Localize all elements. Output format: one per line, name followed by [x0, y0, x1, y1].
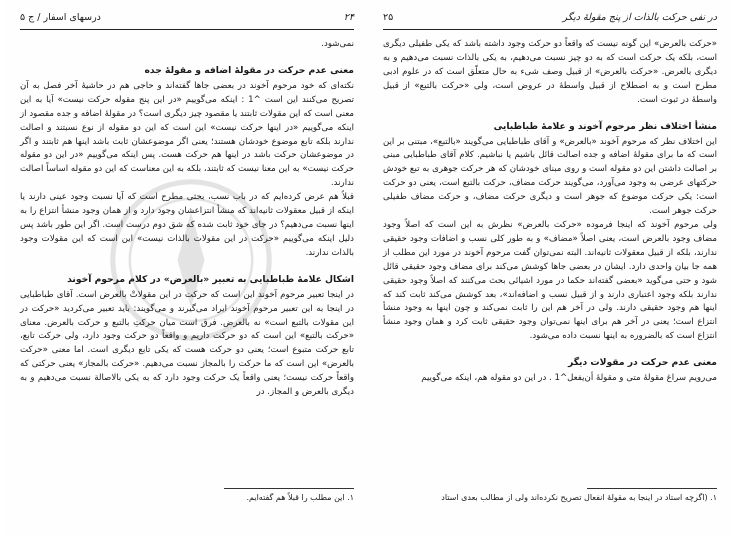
running-header: [20, 12, 354, 28]
paragraph: «حرکت بالعرض» این گونه نیست که واقعاً دو حرکت وجود داشته باشد که یکی طفیلی دیگری است، بلکه یک حرکت است که به دو چیز نسبت می‌دهیم، به یکی بالذات نسبت می‌دهیم و به دیگری بالعرض. «حرکت بالعرض» از قبیل وصف شیء به حال متعلّق است که در علوم ادبی مطرح است و به اصطلاح از قبیل واسطۀ در عروض است، ولی «حرکت بالتبع» از قبیل واسطۀ در ثبوت است.: [383, 39, 717, 105]
footnote-rule: [224, 488, 354, 489]
paragraph: نمی‌شود.: [321, 39, 354, 49]
running-header: [383, 12, 717, 28]
page-body: [383, 38, 717, 386]
paragraph: در اینجا تعبیر مرحوم آخوند این است که حرکت در این مقولاتْ بالعرض است. آقای طباطبایی در اینجا به این تعبیر مرحوم آخوند ایراد می‌گیرند و می‌گویند: باید تعبیر می‌کردید «حرکت در این مقولات بالتبع است» نه بالعرض. فرق است میان حرکتِ بالتبع و حرکت بالعرض. معنای «حرکت بالتبع» این است که دو حرکت داریم و واقعاً دو حرکت وجود دارد، ولی حرکت تابع، تابع حرکت متبوع است؛ یعنی دو حرکت هست که یکی تابع دیگری است. اما معنی «حرکت بالعرض» این است که ما حرکت را بالمجاز نسبت می‌دهیم. «حرکت بالمجاز» یعنی حرکتی که واقعاً حرکت نیست؛ یعنی واقعاً یک حرکت وجود دارد که به یکی بالاصالة نسبت می‌دهیم و به دیگری بالعرض و المجاز. در: [20, 289, 354, 398]
page-number: ۲۴: [343, 12, 354, 23]
header-rule: [20, 29, 354, 30]
header-title: در نفی حرکت بالذات از پنج مقولۀ دیگر: [562, 12, 717, 23]
paragraph: ولی مرحوم آخوند که اینجا فرموده «حرکت بالعرض» نظرش به این است که اصلاً وجود مضاف وجود بالعرض است، یعنی اصلاً «مضاف» و به طور کلی نسب و اضافات وجود حقیقی ندارند، بلکه از قبیل معقولات ثانیه‌اند. البته نمی‌توان گفت مرحوم آخوند در مورد این مطلب از همه جا بیان واحدی دارد. ایشان در بعضی جاها کوشش می‌کند برای مضاف وجود حقیقی قائل شود و حتی می‌گوید «بعضی گفته‌اند حکما در مورد اشیائی بحث می‌کنند که اصلاً وجود حقیقی ندارند بلکه وجود اعتباری دارند و از قبیل نسب و اضافه‌اند»، بعد کوشش می‌کند ثابت کند که اینها هم وجود حقیقی دارند. ولی در آخر هم این را ثابت نمی‌کند و چون اینها به وجود منشأ انتزاع است؛ یعنی در آخر هم برای اینها نمی‌توان وجود حقیقی ثابت کرد و همان وجود منشأ انتزاع است که بالضروره به اینها نسبت داده می‌شود.: [383, 219, 717, 342]
paragraph: نکته‌ای که خود مرحوم آخوند در بعضی جاها گفته‌اند و حاجی هم در حاشیۀ آخر فصل به آن تصریح می‌کنند این است ^1 : اینکه می‌گوییم «در این پنج مقوله حرکت نیست» آیا به این معنی است که این مقولات ثابتند یا مقصود چیز دیگری است؟ در مقولۀ اضافه و جده مقصود از اینکه می‌گوییم «در اینها حرکت نیست» این است که این دو مقوله از نوع نسبتند و اصالت ندارند بلکه تابع موضوع خودشان هستند؛ یعنی اگر موضوعشان ثابت باشد اینها هم ثابتند و اگر در موضوعشان حرکت باشد در اینها هم حرکت هست. پس اینکه می‌گوییم «در این دو مقوله حرکت نیست» به این معنا نیست که ثابتند، بلکه به این معناست که این دو مقوله اساساً اصالت ندارند.: [20, 80, 354, 189]
section-heading: معنی عدم حرکت در مقولات دیگر: [568, 357, 717, 369]
footnote: ۱. (اگرچه استاد در اینجا به مقولۀ انفعال تصریح نکرده‌اند ولی از مطالب بعدی استاد: [441, 493, 717, 502]
footnote-rule: [587, 488, 717, 489]
header-title: درسهای اسفار / ج ۵: [20, 12, 101, 23]
right-page: [369, 0, 731, 536]
section-heading: منشأ اختلاف نظر مرحوم آخوند و علامۀ طباطبایی: [493, 120, 717, 132]
page-number: ۲۵: [383, 12, 394, 23]
paragraph: این اختلاف نظر که مرحوم آخوند «بالعرض» و آقای طباطبایی می‌گویند «بالتبع»، مبتنی بر این است که ما برای مقولۀ اضافه و جده اصالت قائل باشیم یا نباشیم. کلام آقای طباطبایی مبنی بر اصالت داشتن این دو مقوله است و روی مبنای خودشان که هر حرکت جوهری به تبع خودش حرکتهای عرضی به وجود می‌آورد، می‌گویند حرکت مضاف، حرکت بالتبع است، یعنی دو حرکت است: یکی حرکت موضوع که جوهر است و دیگری حرکت مضاف، و حرکت مضاف طفیلی حرکت جوهر است.: [383, 136, 717, 217]
section-heading: اشکال علامۀ طباطبایی به تعبیر «بالعرض» در کلام مرحوم آخوند: [67, 273, 354, 285]
section-heading: معنی عدم حرکت در مقولۀ اضافه و مقولۀ جده: [144, 64, 354, 76]
page-body: [20, 38, 354, 400]
header-rule: [383, 29, 717, 30]
paragraph: قبلاً هم عرض کرده‌ایم که در باب نسب، بحثی مطرح است که آیا نسبت وجود عینی دارند یا اینکه از قبیل معقولات ثانیه‌اند که منشأ انتزاعشان وجود دارد و از همان وجود منشأ انتزاع را به اینها نسبت می‌دهیم؟ در جای خود ثابت شده که شق دوم درست است. اگر این طور باشد پس دلیل اینکه می‌گوییم «حرکت در این مقولات بالذات نیست» این است که این مقولات وجود بالذات ندارند.: [20, 192, 354, 258]
paragraph: می‌رویم سراغ مقولۀ متی و مقولۀ أن‌یفعل^1 . در این دو مقوله هم، اینکه می‌گوییم: [421, 373, 717, 384]
footnote: ۱. این مطلب را قبلاً هم گفته‌ایم.: [246, 493, 354, 502]
left-page: [6, 0, 368, 536]
